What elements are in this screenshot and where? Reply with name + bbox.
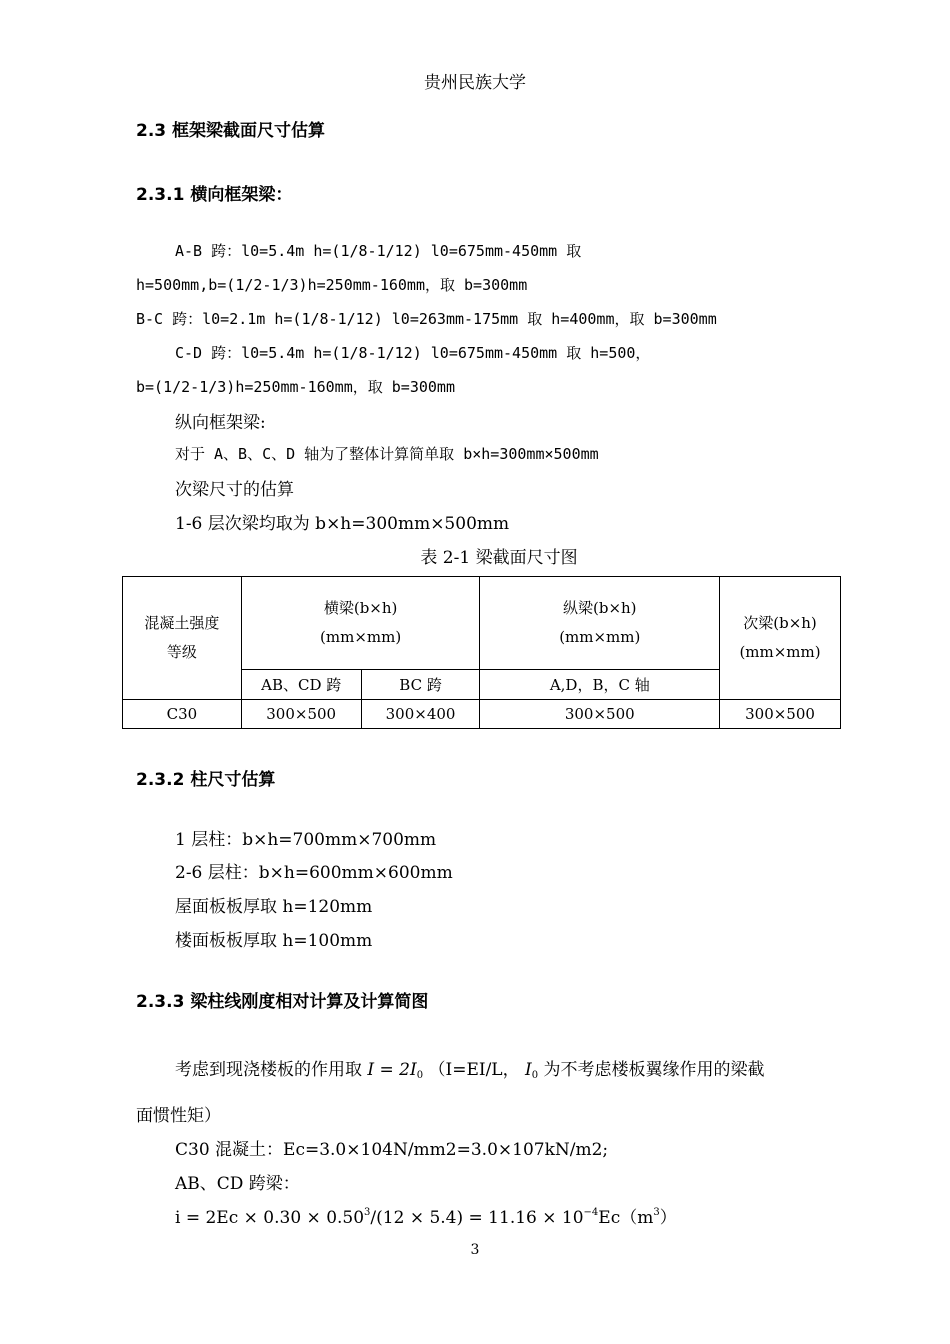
secondary-beam-text: 1-6 层次梁均取为 b×h=300mm×500mm [175,514,510,534]
header-transverse [241,577,480,670]
inertia-i0: I [525,1060,532,1080]
inertia-text-c: 为不考虑楼板翼缘作用的梁截 [543,1060,765,1080]
cell-longitudinal: 300×500 [480,700,720,729]
inertia-formula-sub: 0 [416,1070,424,1081]
stiffness-formula [175,1203,677,1228]
cell-grade: C30 [123,700,242,729]
span-bc-line: B-C 跨：l0=2.1m h=(1/8-1/12) l0=263mm-175mm 取 h=400mm，取 b=300mm [136,310,717,328]
span-ab-line-2: h=500mm,b=(1/2-1/3)h=250mm-160mm，取 b=300mm [136,276,528,294]
inertia-formula: I = 2I [367,1060,417,1080]
span-cd-line-1: C-D 跨：l0=5.4m h=(1/8-1/12) l0=675mm-450mm 取 h=500， [175,344,651,362]
header-longitudinal-line-1: 纵梁(b×h) [563,599,637,617]
section-heading-2-3-3: 2.3.3 梁柱线刚度相对计算及计算简图 [136,992,429,1012]
subheader-axes: A,D，B，C 轴 [480,670,720,700]
section-heading-2-3: 2.3 框架梁截面尺寸估算 [136,121,326,141]
cell-ab-cd: 300×500 [241,700,361,729]
formula-part-b: /(12 × 5.4) = 11.16 × 10 [370,1208,584,1228]
inertia-text-a: 考虑到现浇楼板的作用取 [175,1060,362,1080]
paragraph-inertia-continued: 面惯性矩） [136,1106,221,1126]
formula-sup-1: 3 [364,1207,371,1218]
inertia-text-b: （I=EI/L， [428,1060,520,1080]
cell-secondary: 300×500 [720,700,841,729]
header-longitudinal [480,577,720,670]
longitudinal-beam-text: 对于 A、B、C、D 轴为了整体计算简单取 b×h=300mm×500mm [175,445,599,463]
page-number: 3 [470,1242,480,1258]
column-line-1: 1 层柱：b×h=700mm×700mm [175,830,437,850]
table-caption: 表 2-1 梁截面尺寸图 [420,548,578,568]
header-transverse-line-1: 横梁(b×h) [323,599,398,617]
section-heading-2-3-1: 2.3.1 横向框架梁： [136,185,293,205]
header-secondary-line-1: 次梁(b×h) [743,614,817,632]
header-secondary-line-2: (mm×mm) [739,643,821,661]
paragraph-inertia [175,1055,765,1081]
secondary-beam-title: 次梁尺寸的估算 [175,480,294,500]
formula-part-c: Ec（m [598,1208,654,1228]
section-heading-2-3-2: 2.3.2 柱尺寸估算 [136,770,276,790]
span-ab-line-1: A-B 跨：l0=5.4m h=(1/8-1/12) l0=675mm-450mm 取 [175,242,582,260]
floor-slab-line: 楼面板板厚取 h=100mm [175,931,373,951]
roof-slab-line: 屋面板板厚取 h=120mm [175,897,373,917]
subheader-bc: BC 跨 [361,670,480,700]
span-cd-line-2: b=(1/2-1/3)h=250mm-160mm，取 b=300mm [136,378,455,396]
subheader-ab-cd: AB、CD 跨 [241,670,361,700]
header-longitudinal-line-2: (mm×mm) [559,628,641,646]
header-grade [123,577,242,700]
formula-sup-3: 3 [653,1207,660,1218]
ab-cd-beam-title: AB、CD 跨梁： [175,1174,300,1194]
page-header: 贵州民族大学 [424,73,526,93]
inertia-i0-sub: 0 [531,1070,539,1081]
cell-bc: 300×400 [361,700,480,729]
beam-section-table [122,576,841,729]
formula-part-d: ） [659,1208,677,1228]
header-grade-line-1: 混凝土强度 [144,614,220,632]
header-transverse-line-2: (mm×mm) [320,628,402,646]
formula-part-a: i = 2Ec × 0.30 × 0.50 [175,1208,365,1228]
header-grade-line-2: 等级 [166,643,197,661]
formula-sup-2: −4 [583,1207,599,1218]
concrete-c30-line: C30 混凝土：Ec=3.0×104N/mm2=3.0×107kN/m2; [175,1140,609,1160]
longitudinal-beam-title: 纵向框架梁: [175,413,266,433]
table-row [123,700,841,729]
column-line-2: 2-6 层柱：b×h=600mm×600mm [175,863,453,883]
header-secondary [720,577,841,700]
